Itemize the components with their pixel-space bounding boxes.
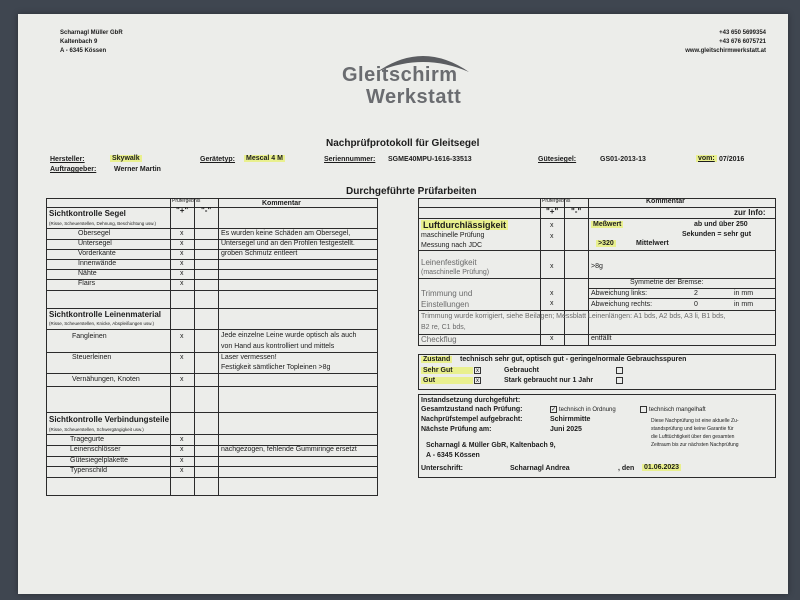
signature-date: 01.06.2023 <box>644 464 680 471</box>
right-col-kommentar: Kommentar <box>646 198 685 205</box>
segel-row-label: Vorderkante <box>78 250 116 257</box>
unterschrift-value: Scharnagl Andrea <box>510 465 570 472</box>
segel-row-mark: x <box>180 230 184 237</box>
document-title: Nachprüfprotokoll für Gleitsegel <box>326 138 480 149</box>
geraetetyp-label: Gerätetyp: <box>200 156 236 163</box>
leinen-row-comment: Festigkeit sämtlicher Topleinen >8g <box>221 364 331 371</box>
address-line-2: A - 6345 Kössen <box>426 452 480 459</box>
logo-line-2: Werkstatt <box>366 86 462 108</box>
hersteller-value: Skywalk <box>112 155 140 162</box>
zustand-headline: technisch sehr gut, optisch gut - geringe/normale Gebrauchsspuren <box>460 356 687 363</box>
abweichung-links-label: Abweichung links: <box>591 290 648 297</box>
technisch-mangelhaft-label: technisch mangelhaft <box>649 407 706 413</box>
sehr-gut-checkbox[interactable]: x <box>476 368 479 374</box>
note-line-3: die Lufttüchtigkeit über den gesamten <box>651 434 735 440</box>
segel-row-mark: x <box>180 240 184 247</box>
auftraggeber-value: Werner Martin <box>114 166 161 173</box>
left-col-kommentar: Kommentar <box>262 200 301 207</box>
checkflug-label: Checkflug <box>421 335 457 344</box>
gebraucht-label: Gebraucht <box>504 367 540 374</box>
fest-title: Leinenfestigkeit <box>421 258 477 267</box>
geraetetyp-value: Mescal 4 M <box>246 155 283 162</box>
right-col-pruefergebnis: Prüfergebnis <box>542 198 571 204</box>
messwert-value: >320 <box>598 240 614 247</box>
leinen-row-mark: x <box>180 354 184 361</box>
right-col-plus: "+" <box>546 207 559 216</box>
logo-line-1: Gleitschirm <box>342 64 458 86</box>
verbindung-row-mark: x <box>180 436 184 443</box>
seriennummer-value: SGME40MPU-1616-33513 <box>388 156 472 163</box>
leinen-subtitle: (Risse, Scheuerstellen, Knicke, Abspleißungen usw.) <box>49 321 155 326</box>
info-line-1: ab und über 250 <box>694 221 748 228</box>
trimm-mark-1: x <box>550 290 554 297</box>
leinen-row-mark: x <box>180 376 184 383</box>
leinen-row-comment: Laser vermessen! <box>221 354 277 361</box>
trimm-text-1: Trimmung wurde korrigiert, siehe Beilagen; Messblatt Leinenlängen: A1 bds, A2 bds, A3 li, B1 bds, <box>421 313 726 320</box>
abweichung-rechts-label: Abweichung rechts: <box>591 301 653 308</box>
luft-subtitle-2: Messung nach JDC <box>421 242 483 249</box>
leinen-row-label: Steuerleinen <box>72 354 112 361</box>
technisch-ok-checkbox[interactable]: ✓ <box>551 407 557 413</box>
technisch-mangelhaft-checkbox[interactable] <box>640 406 647 413</box>
leinen-row-mark: x <box>180 333 184 340</box>
verbindung-title: Sichtkontrolle Verbindungsteile <box>49 415 170 424</box>
segel-row-mark: x <box>180 280 184 287</box>
leinen-row-comment: Jede einzelne Leine wurde optisch als auch <box>221 332 357 339</box>
vom-value: 07/2016 <box>719 156 745 163</box>
company-phone-1: +43 650 5699354 <box>719 30 766 36</box>
trimm-line-1: Trimmung und <box>421 289 473 298</box>
note-line-1: Diese Nachprüfung ist eine aktuelle Zu- <box>651 418 739 424</box>
luft-mark-2: x <box>550 233 554 240</box>
trimm-line-2: Einstellungen <box>421 300 470 309</box>
verbindung-row-mark: x <box>180 446 184 453</box>
verbindung-subtitle: (Risse, Scheuerstellen, Schwergängigkeit usw.) <box>49 427 144 432</box>
messwert-label: Meßwert <box>593 221 622 228</box>
info-line-2: Sekunden = sehr gut <box>682 231 752 238</box>
protocol-sheet <box>18 14 788 594</box>
verbindung-row-mark: x <box>180 457 184 464</box>
segel-row-label: Untersegel <box>78 240 112 247</box>
left-col-minus: "-" <box>201 206 212 215</box>
section-title: Durchgeführte Prüfarbeiten <box>346 186 477 197</box>
fest-subtitle: (maschinelle Prüfung) <box>421 269 490 276</box>
leinen-title: Sichtkontrolle Leinenmaterial <box>49 310 162 319</box>
right-col-minus: "-" <box>571 207 582 216</box>
segel-subtitle: (Risse, Scheuerstellen, Dehnung, Beschichtung usw.) <box>49 221 157 226</box>
segel-title: Sichtkontrolle Segel <box>49 209 126 218</box>
segel-row-label: Obersegel <box>78 230 111 237</box>
company-street: Kaltenbach 9 <box>60 39 98 45</box>
abweichung-links-value: 2 <box>694 290 698 297</box>
checkflug-value: entfällt <box>591 335 612 342</box>
verbindung-row-label: Gütesiegelplakette <box>70 457 128 464</box>
vom-label: vom: <box>698 155 715 162</box>
segel-row-mark: x <box>180 260 184 267</box>
segel-row-label: Nähte <box>78 270 97 277</box>
trimm-text-2: B2 re, C1 bds, <box>421 324 466 331</box>
verbindung-row-mark: x <box>180 467 184 474</box>
naechste-pruefung-value: Juni 2025 <box>550 426 582 433</box>
gesamtzustand-label: Gesamtzustand nach Prüfung: <box>421 406 523 413</box>
leinen-row-label: Vernähungen, Knoten <box>72 376 140 383</box>
hersteller-label: Hersteller: <box>50 156 85 163</box>
gut-label: Gut <box>421 377 473 384</box>
stempel-label: Nachprüfstempel aufgebracht: <box>421 416 523 423</box>
instand-title: Instandsetzung durchgeführt: <box>421 397 521 404</box>
verbindung-row-label: Tragegurte <box>70 436 104 443</box>
segel-row-label: Innenwände <box>78 260 117 267</box>
zur-info-label: zur Info: <box>734 208 766 217</box>
left-col-pruefergebnis: Prüfergebnis <box>172 198 201 204</box>
verbindung-row-comment: nachgezogen, fehlende Gummiringe ersetzt <box>221 446 357 453</box>
stark-gebraucht-label: Stark gebraucht nur 1 Jahr <box>504 377 594 384</box>
stempel-value: Schirmmitte <box>550 416 591 423</box>
company-phone-2: +43 676 6075721 <box>719 39 766 45</box>
left-col-plus: "+" <box>176 206 189 215</box>
segel-row-mark: x <box>180 270 184 277</box>
verbindung-row-label: Typenschild <box>70 467 107 474</box>
guetesiegel-value: GS01-2013-13 <box>600 156 646 163</box>
technisch-ok-label: technisch in Ordnung <box>559 407 616 413</box>
mm-unit: in mm <box>734 301 754 308</box>
mittelwert-label: Mittelwert <box>636 240 669 247</box>
auftraggeber-label: Auftraggeber: <box>50 166 97 173</box>
gut-checkbox[interactable]: x <box>476 378 479 384</box>
checkflug-mark: x <box>550 335 554 342</box>
segel-row-comment: groben Schmutz entleert <box>221 250 298 257</box>
luft-title: Luftdurchlässigkeit <box>423 220 507 230</box>
segel-row-mark: x <box>180 250 184 257</box>
company-city: A - 6345 Kössen <box>60 48 107 54</box>
fest-mark: x <box>550 263 554 270</box>
company-website: www.gleitschirmwerkstatt.at <box>685 48 766 54</box>
naechste-pruefung-label: Nächste Prüfung am: <box>421 426 492 433</box>
segel-row-comment: Untersegel und an den Profilen festgestellt. <box>221 240 355 247</box>
address-line-1: Scharnagl & Müller GbR, Kaltenbach 9, <box>426 442 556 449</box>
zustand-label: Zustand <box>423 356 451 363</box>
leinen-row-label: Fangleinen <box>72 333 107 340</box>
trimm-mark-2: x <box>550 300 554 307</box>
abweichung-rechts-value: 0 <box>694 301 698 308</box>
note-line-4: Zeitraum bis zur nächsten Nachprüfung <box>651 442 739 448</box>
segel-row-comment: Es wurden keine Schäden am Obersegel, <box>221 230 351 237</box>
stark-gebraucht-checkbox[interactable] <box>616 377 623 384</box>
segel-row-label: Flairs <box>78 280 96 287</box>
mm-unit: in mm <box>734 290 754 297</box>
seriennummer-label: Seriennummer: <box>324 156 376 163</box>
sehr-gut-label: Sehr Gut <box>421 367 473 374</box>
company-name: Scharnagl Müller GbR <box>60 30 123 36</box>
unterschrift-label: Unterschrift: <box>421 465 464 472</box>
guetesiegel-label: Gütesiegel: <box>538 156 577 163</box>
luft-mark-1: x <box>550 222 554 229</box>
den-label: , den <box>618 465 635 472</box>
fest-value: >8g <box>591 263 603 270</box>
gebraucht-checkbox[interactable] <box>616 367 623 374</box>
symmetrie-label: Symmetrie der Bremse: <box>630 279 704 286</box>
note-line-2: standsprüfung und keine Garantie für <box>651 426 734 432</box>
luft-subtitle-1: maschinelle Prüfung <box>421 232 485 239</box>
verbindung-row-label: Leinenschlösser <box>70 446 121 453</box>
leinen-row-comment: von Hand aus kontrolliert und mittels <box>221 343 335 350</box>
